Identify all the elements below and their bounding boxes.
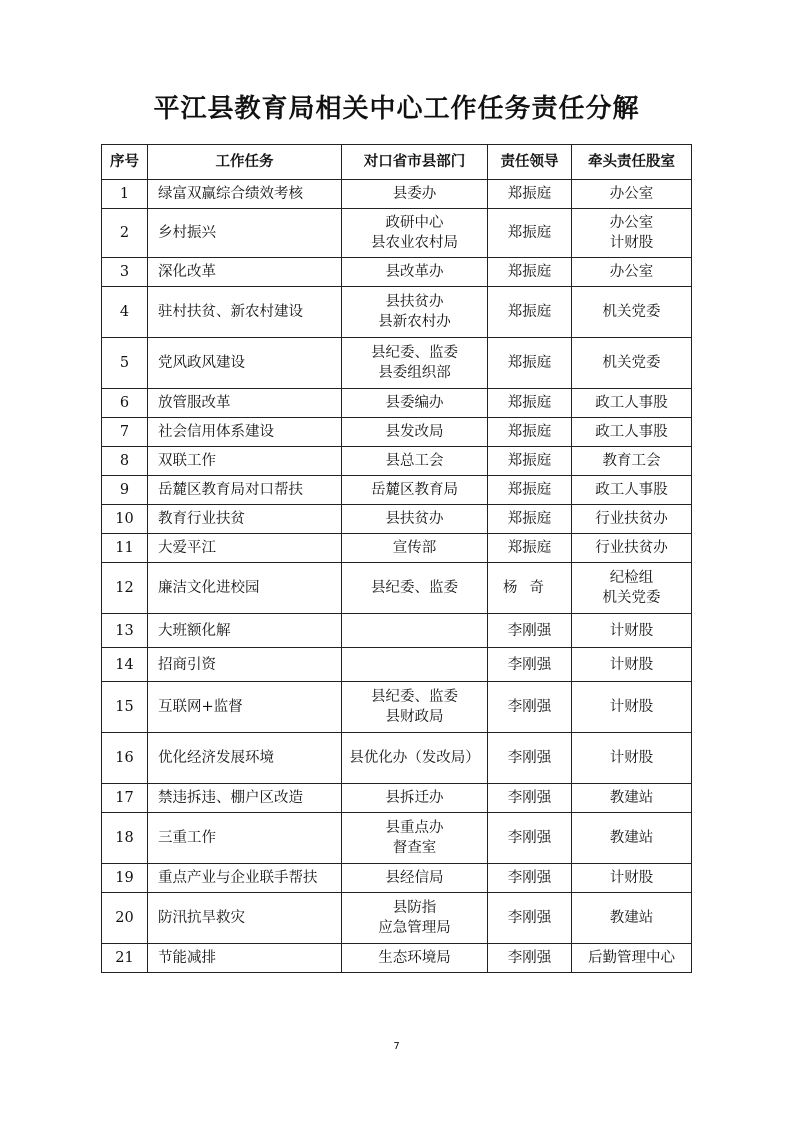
table-header-row bbox=[102, 145, 692, 180]
cell-task: 三重工作 bbox=[148, 813, 342, 864]
table-row bbox=[102, 447, 692, 476]
cell-dept: 县发改局 bbox=[342, 418, 488, 447]
cell-no: 9 bbox=[102, 476, 148, 505]
cell-no: 6 bbox=[102, 389, 148, 418]
cell-no: 19 bbox=[102, 864, 148, 893]
cell-dept: 生态环境局 bbox=[342, 944, 488, 973]
cell-dept: 县防指 应急管理局 bbox=[342, 893, 488, 944]
table-row bbox=[102, 534, 692, 563]
cell-task: 禁违拆违、棚户区改造 bbox=[148, 784, 342, 813]
cell-leader: 郑振庭 bbox=[488, 389, 572, 418]
table-row bbox=[102, 813, 692, 864]
cell-office: 计财股 bbox=[572, 733, 692, 784]
table-row bbox=[102, 648, 692, 682]
cell-task: 岳麓区教育局对口帮扶 bbox=[148, 476, 342, 505]
header-task: 工作任务 bbox=[148, 145, 342, 180]
table-row bbox=[102, 389, 692, 418]
cell-task: 优化经济发展环境 bbox=[148, 733, 342, 784]
cell-office: 政工人事股 bbox=[572, 389, 692, 418]
cell-leader: 李刚强 bbox=[488, 813, 572, 864]
cell-leader: 李刚强 bbox=[488, 784, 572, 813]
cell-office: 教建站 bbox=[572, 784, 692, 813]
cell-no: 15 bbox=[102, 682, 148, 733]
table-row bbox=[102, 733, 692, 784]
cell-dept: 县扶贫办 县新农村办 bbox=[342, 287, 488, 338]
table-row bbox=[102, 418, 692, 447]
cell-office: 计财股 bbox=[572, 864, 692, 893]
cell-leader: 李刚强 bbox=[488, 893, 572, 944]
cell-leader: 郑振庭 bbox=[488, 505, 572, 534]
cell-leader: 李刚强 bbox=[488, 614, 572, 648]
cell-no: 17 bbox=[102, 784, 148, 813]
cell-dept: 县优化办（发改局） bbox=[342, 733, 488, 784]
cell-task: 互联网+监督 bbox=[148, 682, 342, 733]
cell-leader: 郑振庭 bbox=[488, 534, 572, 563]
cell-task: 招商引资 bbox=[148, 648, 342, 682]
cell-office: 政工人事股 bbox=[572, 476, 692, 505]
table-row bbox=[102, 209, 692, 258]
cell-office: 计财股 bbox=[572, 648, 692, 682]
cell-office: 教建站 bbox=[572, 813, 692, 864]
cell-task: 节能减排 bbox=[148, 944, 342, 973]
table-row bbox=[102, 476, 692, 505]
cell-dept: 岳麓区教育局 bbox=[342, 476, 488, 505]
cell-dept bbox=[342, 648, 488, 682]
cell-no: 5 bbox=[102, 338, 148, 389]
cell-leader: 李刚强 bbox=[488, 864, 572, 893]
cell-no: 1 bbox=[102, 180, 148, 209]
table-row bbox=[102, 784, 692, 813]
cell-dept: 县拆迁办 bbox=[342, 784, 488, 813]
cell-dept: 县纪委、监委 县财政局 bbox=[342, 682, 488, 733]
table-row bbox=[102, 505, 692, 534]
cell-no: 12 bbox=[102, 563, 148, 614]
cell-no: 3 bbox=[102, 258, 148, 287]
cell-no: 21 bbox=[102, 944, 148, 973]
cell-dept: 县总工会 bbox=[342, 447, 488, 476]
cell-leader: 李刚强 bbox=[488, 944, 572, 973]
cell-task: 重点产业与企业联手帮扶 bbox=[148, 864, 342, 893]
cell-leader: 郑振庭 bbox=[488, 180, 572, 209]
cell-dept: 政研中心 县农业农村局 bbox=[342, 209, 488, 258]
cell-dept: 县纪委、监委 bbox=[342, 563, 488, 614]
cell-dept: 县改革办 bbox=[342, 258, 488, 287]
cell-leader: 郑振庭 bbox=[488, 447, 572, 476]
cell-office: 机关党委 bbox=[572, 287, 692, 338]
header-leader: 责任领导 bbox=[488, 145, 572, 180]
cell-no: 11 bbox=[102, 534, 148, 563]
cell-no: 18 bbox=[102, 813, 148, 864]
cell-dept: 县重点办 督查室 bbox=[342, 813, 488, 864]
cell-leader: 杨奇 bbox=[488, 563, 572, 614]
cell-dept: 县经信局 bbox=[342, 864, 488, 893]
cell-office: 后勤管理中心 bbox=[572, 944, 692, 973]
cell-leader: 郑振庭 bbox=[488, 418, 572, 447]
cell-task: 双联工作 bbox=[148, 447, 342, 476]
cell-leader: 李刚强 bbox=[488, 682, 572, 733]
cell-leader: 郑振庭 bbox=[488, 287, 572, 338]
cell-no: 13 bbox=[102, 614, 148, 648]
cell-leader: 郑振庭 bbox=[488, 338, 572, 389]
cell-office: 行业扶贫办 bbox=[572, 505, 692, 534]
table-row bbox=[102, 258, 692, 287]
task-responsibility-table bbox=[101, 144, 692, 973]
cell-task: 社会信用体系建设 bbox=[148, 418, 342, 447]
cell-dept: 县委办 bbox=[342, 180, 488, 209]
cell-office: 机关党委 bbox=[572, 338, 692, 389]
cell-task: 廉洁文化进校园 bbox=[148, 563, 342, 614]
cell-leader: 李刚强 bbox=[488, 648, 572, 682]
table-row bbox=[102, 682, 692, 733]
cell-office: 办公室 bbox=[572, 180, 692, 209]
cell-dept: 宣传部 bbox=[342, 534, 488, 563]
cell-no: 4 bbox=[102, 287, 148, 338]
table-row bbox=[102, 944, 692, 973]
cell-office: 办公室 bbox=[572, 258, 692, 287]
page-number: 7 bbox=[393, 1041, 400, 1052]
cell-leader: 郑振庭 bbox=[488, 258, 572, 287]
cell-task: 深化改革 bbox=[148, 258, 342, 287]
cell-dept: 县扶贫办 bbox=[342, 505, 488, 534]
cell-dept: 县委编办 bbox=[342, 389, 488, 418]
cell-no: 7 bbox=[102, 418, 148, 447]
table-row bbox=[102, 338, 692, 389]
cell-dept bbox=[342, 614, 488, 648]
header-no: 序号 bbox=[102, 145, 148, 180]
table-row bbox=[102, 614, 692, 648]
cell-no: 16 bbox=[102, 733, 148, 784]
cell-no: 20 bbox=[102, 893, 148, 944]
cell-office: 行业扶贫办 bbox=[572, 534, 692, 563]
table-row bbox=[102, 563, 692, 614]
cell-task: 大爱平江 bbox=[148, 534, 342, 563]
page-title: 平江县教育局相关中心工作任务责任分解 bbox=[153, 94, 640, 124]
cell-office: 教育工会 bbox=[572, 447, 692, 476]
table-row bbox=[102, 864, 692, 893]
cell-no: 2 bbox=[102, 209, 148, 258]
cell-office: 教建站 bbox=[572, 893, 692, 944]
cell-leader: 郑振庭 bbox=[488, 209, 572, 258]
cell-task: 防汛抗旱救灾 bbox=[148, 893, 342, 944]
cell-no: 14 bbox=[102, 648, 148, 682]
table-row bbox=[102, 287, 692, 338]
cell-leader: 郑振庭 bbox=[488, 476, 572, 505]
header-dept: 对口省市县部门 bbox=[342, 145, 488, 180]
cell-office: 纪检组 机关党委 bbox=[572, 563, 692, 614]
cell-task: 绿富双赢综合绩效考核 bbox=[148, 180, 342, 209]
cell-task: 党风政风建设 bbox=[148, 338, 342, 389]
cell-office: 计财股 bbox=[572, 682, 692, 733]
cell-task: 驻村扶贫、新农村建设 bbox=[148, 287, 342, 338]
cell-no: 10 bbox=[102, 505, 148, 534]
cell-dept: 县纪委、监委 县委组织部 bbox=[342, 338, 488, 389]
cell-office: 办公室 计财股 bbox=[572, 209, 692, 258]
cell-task: 大班额化解 bbox=[148, 614, 342, 648]
table-row bbox=[102, 893, 692, 944]
cell-office: 政工人事股 bbox=[572, 418, 692, 447]
cell-task: 教育行业扶贫 bbox=[148, 505, 342, 534]
cell-office: 计财股 bbox=[572, 614, 692, 648]
cell-task: 乡村振兴 bbox=[148, 209, 342, 258]
cell-no: 8 bbox=[102, 447, 148, 476]
header-office: 牵头责任股室 bbox=[572, 145, 692, 180]
table-row bbox=[102, 180, 692, 209]
cell-leader: 李刚强 bbox=[488, 733, 572, 784]
cell-task: 放管服改革 bbox=[148, 389, 342, 418]
